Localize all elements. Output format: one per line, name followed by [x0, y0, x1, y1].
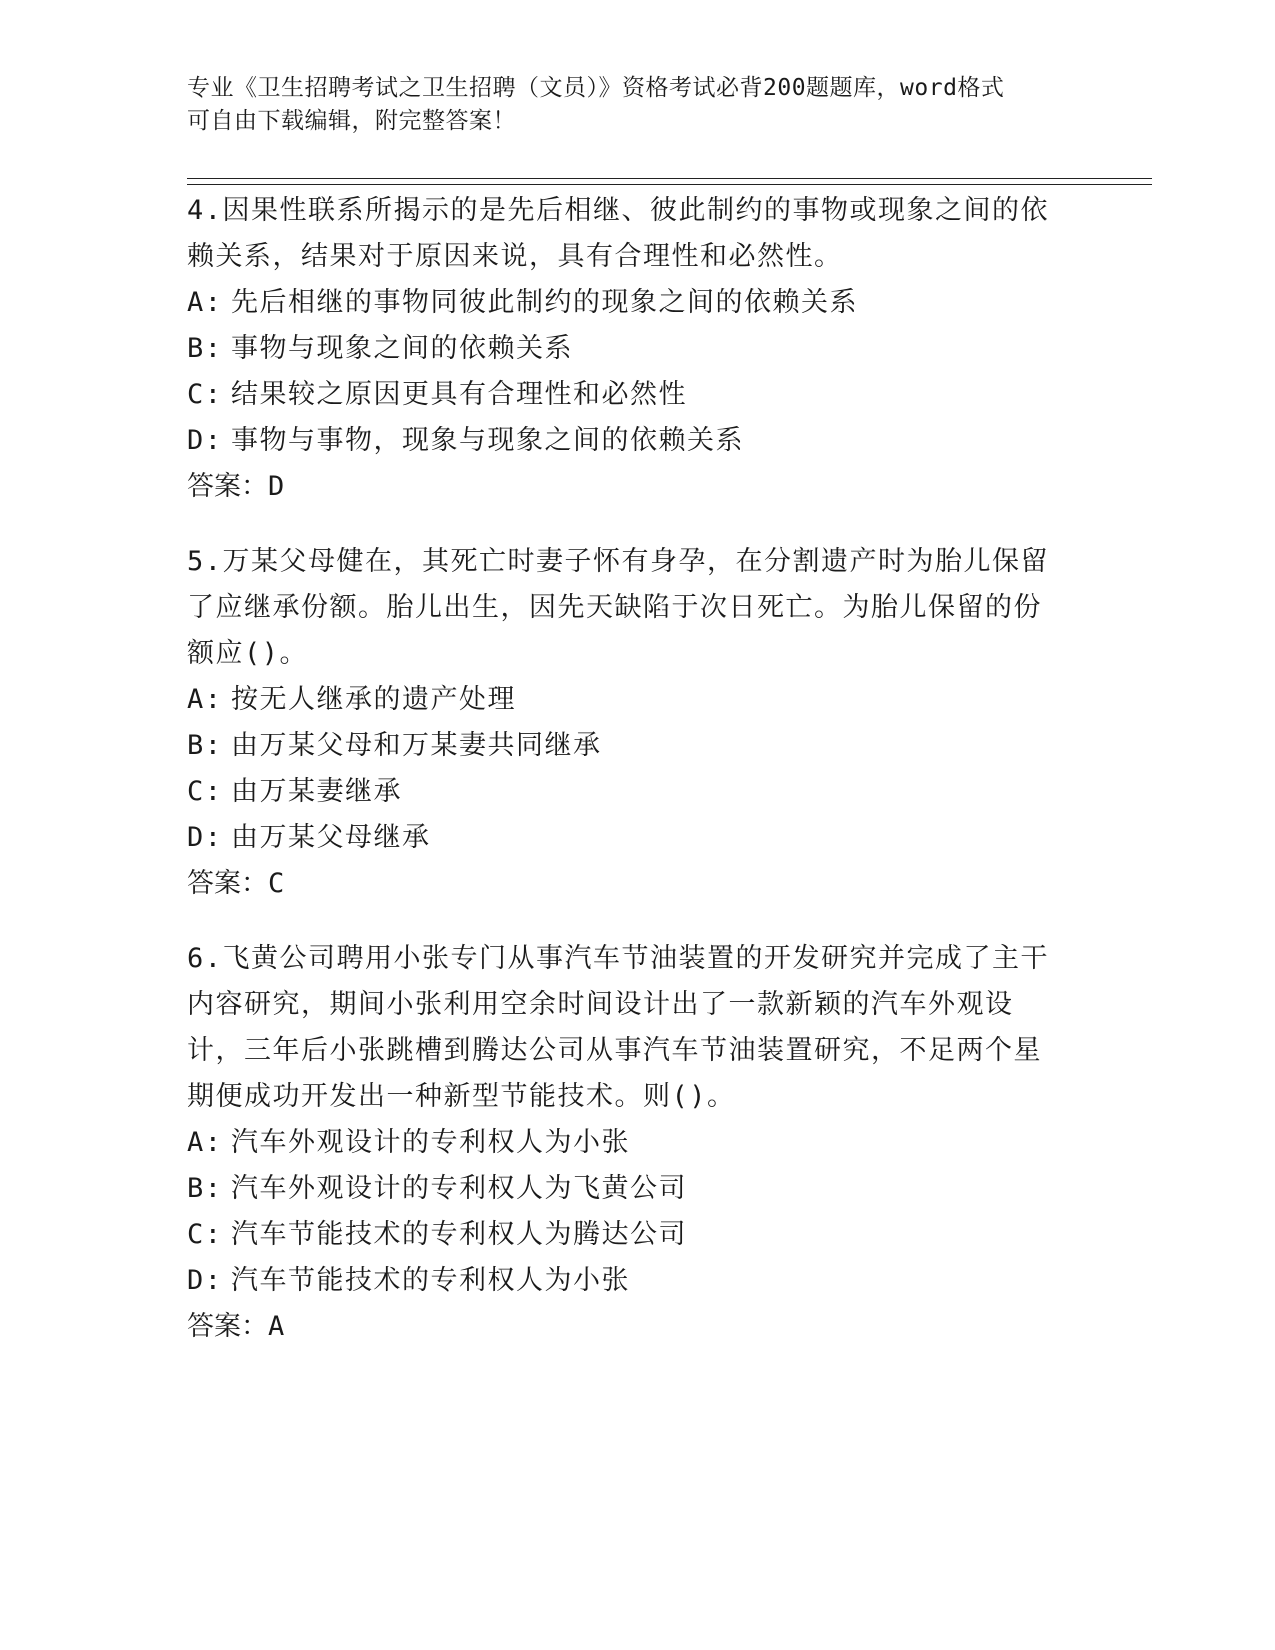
question-stem: 4.因果性联系所揭示的是先后相继、彼此制约的事物或现象之间的依赖关系，结果对于原因来说，具有合理性和必然性。 [187, 195, 1050, 272]
option-c [187, 769, 1067, 815]
option-letter: A: [187, 684, 223, 715]
header-divider-bottom [187, 184, 1152, 185]
option-letter: D: [187, 425, 223, 456]
option-letter: D: [187, 1265, 223, 1296]
option-letter: D: [187, 822, 223, 853]
option-text: 先后相继的事物同彼此制约的现象之间的依赖关系 [231, 287, 858, 318]
header-line-1: 专业《卫生招聘考试之卫生招聘（文员）》资格考试必背200题题库，word格式 [187, 75, 1005, 101]
question-4 [187, 188, 1067, 510]
option-letter: B: [187, 333, 223, 364]
question-list [187, 188, 1067, 1379]
document-header [187, 72, 1067, 138]
option-a [187, 1120, 1067, 1166]
option-letter: A: [187, 1127, 223, 1158]
header-line-2: 可自由下载编辑，附完整答案！ [187, 108, 516, 134]
option-c [187, 372, 1067, 418]
header-divider-top [187, 178, 1152, 179]
option-b [187, 723, 1067, 769]
option-d [187, 1258, 1067, 1304]
answer-value: A [268, 1311, 285, 1342]
option-letter: C: [187, 379, 223, 410]
answer-value: D [268, 471, 285, 502]
option-a [187, 280, 1067, 326]
question-stem: 5.万某父母健在，其死亡时妻子怀有身孕，在分割遗产时为胎儿保留了应继承份额。胎儿出生，因先天缺陷于次日死亡。为胎儿保留的份额应()。 [187, 546, 1050, 669]
option-b [187, 1166, 1067, 1212]
answer-label: 答案： [187, 1311, 268, 1342]
answer-label: 答案： [187, 471, 268, 502]
answer-value: C [268, 868, 285, 899]
answer-line [187, 1304, 1067, 1350]
option-a [187, 677, 1067, 723]
option-b [187, 326, 1067, 372]
question-5 [187, 539, 1067, 907]
option-text: 按无人继承的遗产处理 [231, 684, 516, 715]
answer-label: 答案： [187, 868, 268, 899]
option-text: 由万某父母继承 [231, 822, 431, 853]
option-text: 由万某父母和万某妻共同继承 [231, 730, 602, 761]
option-text: 事物与事物，现象与现象之间的依赖关系 [231, 425, 744, 456]
option-text: 汽车外观设计的专利权人为小张 [231, 1127, 630, 1158]
option-text: 事物与现象之间的依赖关系 [231, 333, 573, 364]
option-d [187, 418, 1067, 464]
option-d [187, 815, 1067, 861]
answer-line [187, 464, 1067, 510]
option-text: 由万某妻继承 [231, 776, 402, 807]
option-text: 结果较之原因更具有合理性和必然性 [231, 379, 687, 410]
option-text: 汽车外观设计的专利权人为飞黄公司 [231, 1173, 687, 1204]
option-letter: C: [187, 776, 223, 807]
option-letter: C: [187, 1219, 223, 1250]
option-letter: B: [187, 1173, 223, 1204]
option-letter: A: [187, 287, 223, 318]
answer-line [187, 861, 1067, 907]
option-text: 汽车节能技术的专利权人为腾达公司 [231, 1219, 687, 1250]
option-letter: B: [187, 730, 223, 761]
question-stem: 6.飞黄公司聘用小张专门从事汽车节油装置的开发研究并完成了主干内容研究，期间小张利用空余时间设计出了一款新颖的汽车外观设计，三年后小张跳槽到腾达公司从事汽车节油装置研究，不足两个星期便成功开发出一种新型节能技术。则()。 [187, 943, 1050, 1112]
question-6 [187, 936, 1067, 1350]
option-c [187, 1212, 1067, 1258]
option-text: 汽车节能技术的专利权人为小张 [231, 1265, 630, 1296]
